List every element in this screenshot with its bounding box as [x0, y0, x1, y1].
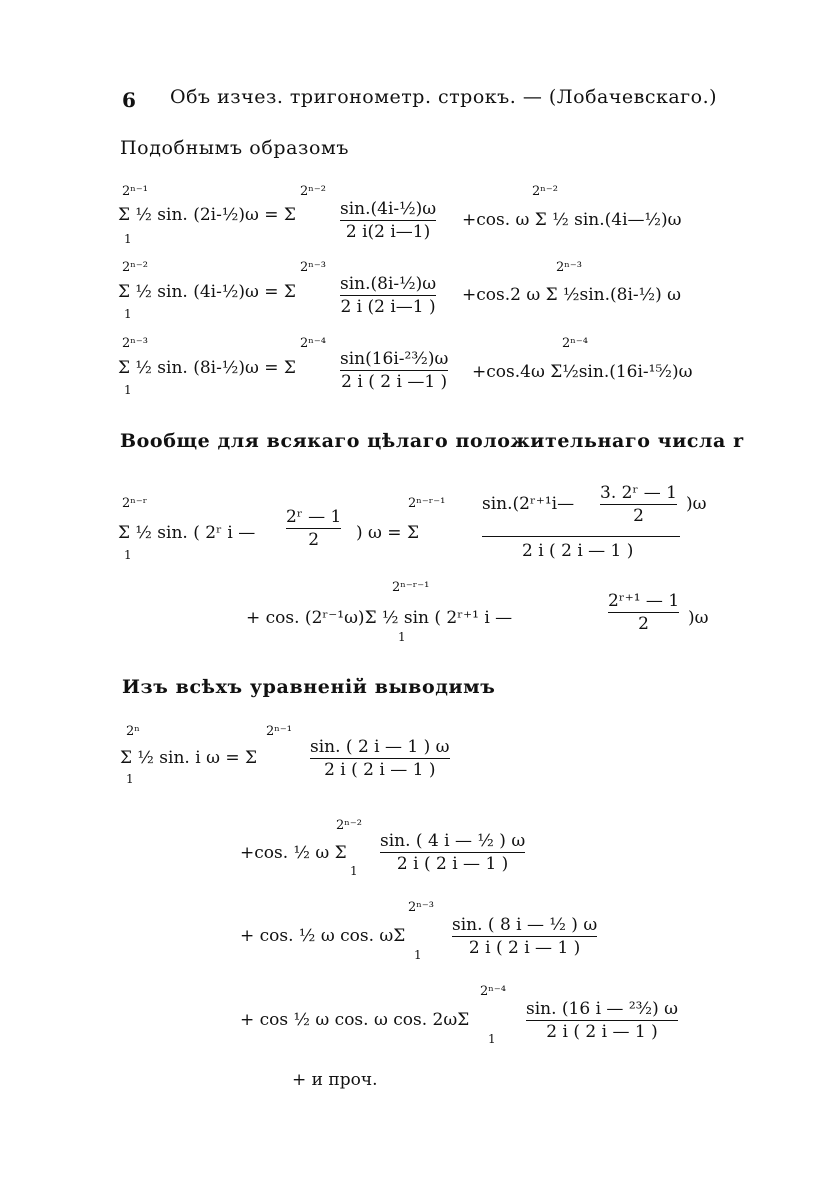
eq8-fraction: [452, 914, 597, 959]
eq4-numerator-fraction: [600, 482, 677, 527]
eq8-numerator: sin. ( 8 i — ¹⁄₂ ) ω: [452, 915, 598, 935]
eq1-numerator: sin.(4i-½)ω: [340, 199, 437, 219]
eq1-lhs: Σ ½ sin. (2i-½)ω = Σ: [118, 205, 296, 225]
eq4-inner-fraction: [286, 506, 341, 551]
eq6-lower-limit: 1: [126, 772, 134, 786]
eq5-numerator: 2ʳ⁺¹ — 1: [608, 591, 680, 611]
eq2-second-sum-upper: 2ⁿ⁻³: [556, 260, 582, 275]
eq9-sum-upper: 2ⁿ⁻⁴: [480, 984, 506, 999]
eq1-denominator: 2 i(2 i—1): [345, 222, 431, 242]
eq3-numerator: sin(16i-²³⁄₂)ω: [340, 349, 449, 369]
intro-text: Подобнымъ образомъ: [120, 137, 350, 159]
eq7-sum-upper: 2ⁿ⁻²: [336, 818, 362, 833]
eq5-sum-upper: 2ⁿ⁻ʳ⁻¹: [392, 580, 430, 595]
eq5-text-a: + cos. (2ʳ⁻¹ω)Σ ½ sin ( 2ʳ⁺¹ i —: [246, 608, 513, 628]
eq1-fraction: [340, 198, 436, 243]
general-text: Вообще для всякаго цѣлаго положительнаго числа r: [120, 430, 744, 452]
eq6-fraction: [310, 736, 450, 781]
eq3-rhs: +cos.4ω Σ½sin.(16i-¹⁵⁄₂)ω: [472, 362, 693, 382]
eq3-fraction: [340, 348, 448, 393]
eq5-lower-limit: 1: [398, 630, 406, 644]
eq6-upper-limit: 2ⁿ: [126, 724, 140, 739]
eq4-numerator-a: sin.(2ʳ⁺¹i—: [482, 494, 575, 514]
eq4-upper-limit: 2ⁿ⁻ʳ: [122, 496, 148, 511]
eq3-sum-upper: 2ⁿ⁻⁴: [300, 336, 326, 351]
eq7-fraction: [380, 830, 525, 875]
eq6-lhs: Σ ½ sin. i ω = Σ: [120, 748, 257, 768]
eq6-numerator: sin. ( 2 i — 1 ) ω: [310, 737, 450, 757]
eq4-main-bar: [482, 536, 680, 537]
eq3-upper-limit: 2ⁿ⁻³: [122, 336, 148, 351]
eq7-numerator: sin. ( 4 i — ½ ) ω: [380, 831, 526, 851]
eq5-fraction: [608, 590, 679, 635]
eq9-fraction: [526, 998, 678, 1043]
eq4-numerator-b: )ω: [686, 494, 707, 514]
eq2-rhs: +cos.2 ω Σ ½sin.(8i-½) ω: [462, 285, 682, 305]
eq8-lower-limit: 1: [414, 948, 422, 962]
eq2-lower-limit: 1: [124, 307, 132, 321]
page-number: 6: [122, 88, 136, 112]
eq7-denominator: 2 i ( 2 i — 1 ): [396, 854, 509, 874]
eq1-sum-upper: 2ⁿ⁻²: [300, 184, 326, 199]
eq9-numerator: sin. (16 i — ²³⁄₂) ω: [526, 999, 679, 1019]
eq1-lower-limit: 1: [124, 232, 132, 246]
eq4-lhs-a: Σ ½ sin. ( 2ʳ i —: [118, 523, 256, 543]
eq2-lhs: Σ ½ sin. (4i-½)ω = Σ: [118, 282, 296, 302]
eq5-denominator: 2: [638, 614, 649, 634]
eq4-lower-limit: 1: [124, 548, 132, 562]
eq3-lhs: Σ ½ sin. (8i-½)ω = Σ: [118, 358, 296, 378]
eq7-lower-limit: 1: [350, 864, 358, 878]
eq4-lhs-b: ) ω = Σ: [356, 523, 419, 543]
eq6-sum-upper: 2ⁿ⁻¹: [266, 724, 292, 739]
running-title: Объ изчез. тригонометр. строкъ. — (Лобачевскаго.): [170, 86, 718, 108]
eq4-inner-denominator: 2: [308, 530, 320, 550]
eq1-second-sum-upper: 2ⁿ⁻²: [532, 184, 558, 199]
eq9-denominator: 2 i ( 2 i — 1 ): [546, 1022, 658, 1042]
eq5-text-b: )ω: [688, 608, 709, 628]
eq3-second-sum-upper: 2ⁿ⁻⁴: [562, 336, 588, 351]
eq2-denominator: 2 i (2 i—1 ): [340, 297, 436, 317]
eq9-lhs: + cos ½ ω cos. ω cos. 2ωΣ: [240, 1010, 470, 1030]
eq8-sum-upper: 2ⁿ⁻³: [408, 900, 434, 915]
eq4-numerator-fraction-bottom: 2: [633, 506, 644, 526]
eq4-numerator-fraction-top: 3. 2ʳ — 1: [600, 483, 677, 503]
eq4-inner-numerator: 2ʳ — 1: [286, 507, 342, 527]
eq1-upper-limit: 2ⁿ⁻¹: [122, 184, 148, 199]
etc-text: + и проч.: [292, 1070, 378, 1090]
eq8-lhs: + cos. ½ ω cos. ωΣ: [240, 926, 406, 946]
eq9-lower-limit: 1: [488, 1032, 496, 1046]
eq2-fraction: [340, 273, 436, 318]
eq8-denominator: 2 i ( 2 i — 1 ): [468, 938, 581, 958]
eq4-sum-upper: 2ⁿ⁻ʳ⁻¹: [408, 496, 446, 511]
conclusion-text: Изъ всѣхъ уравненій выводимъ: [122, 676, 496, 698]
eq3-denominator: 2 i ( 2 i —1 ): [341, 372, 448, 392]
eq2-numerator: sin.(8i-¹⁄₂)ω: [340, 274, 437, 294]
eq2-sum-upper: 2ⁿ⁻³: [300, 260, 326, 275]
eq4-denominator: 2 i ( 2 i — 1 ): [522, 541, 634, 561]
eq1-rhs: +cos. ω Σ ½ sin.(4i—½)ω: [462, 210, 682, 230]
eq3-lower-limit: 1: [124, 383, 132, 397]
eq2-upper-limit: 2ⁿ⁻²: [122, 260, 148, 275]
eq6-denominator: 2 i ( 2 i — 1 ): [324, 760, 436, 780]
eq7-lhs: +cos. ½ ω Σ: [240, 843, 347, 863]
